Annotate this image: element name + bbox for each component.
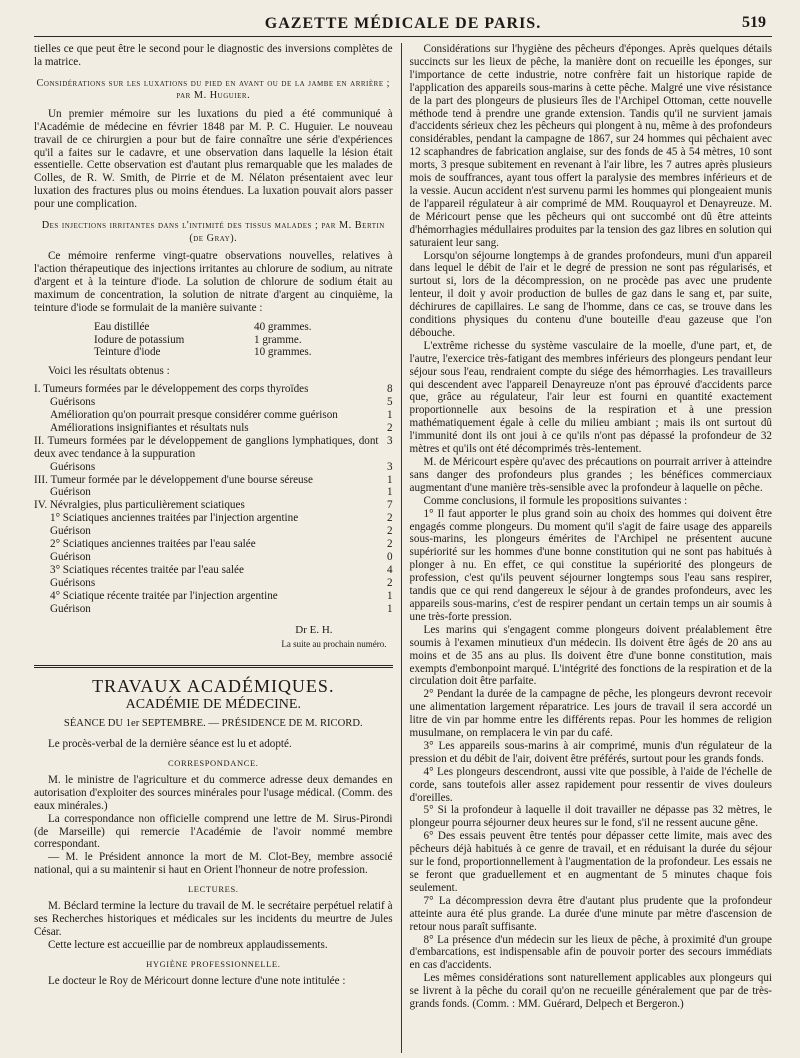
recipe-row: Teinture d'iode 10 grammes.	[94, 346, 312, 359]
right-column	[401, 43, 772, 1053]
luxation-text: Un premier mémoire sur les luxations du pied a été communiqué à l'Académie de médecine en février 1848 par M. P. C. Huguier. Le nouveau travail de ce chirurgien a pour but de faire connaître une série d'expériences qu'il a faites sur le cadavre, et une observation dans laquelle la lésion était essentielle. Cette observation est d'autant plus remarquable que les malades de Colles, de R. W. Smith, de Pirrie et de M. Nélaton présentaient avec leur luxation des fractures plus ou moins étendues. La luxation pouvait alors passer pour une complication.	[34, 107, 393, 211]
left-column	[34, 43, 401, 1053]
sponge-paragraph-13: 7° La décompression devra être d'autant plus prudente que la profondeur atteinte aura été plus grande. La durée d'une minute par mètre d'ascension de retour nous paraît suffisante.	[409, 894, 772, 933]
result-row: Guérison 1	[50, 602, 393, 615]
intro-paragraph: tielles ce que peut être le second pour le diagnostic des inversions complètes de la matrice.	[34, 43, 393, 68]
luxation-heading: Considérations sur les luxations du pied en avant ou de la jambe en arrière ; par M. Huguier.	[36, 77, 391, 102]
author-signature: Dr E. H.	[295, 623, 333, 636]
sponge-paragraph-5: Comme conclusions, il formule les propositions suivantes :	[423, 494, 688, 507]
page-header	[34, 10, 772, 37]
sponge-paragraph-7: Les marins qui s'engagent comme plongeurs doivent préalablement être soumis à l'examen minutieux d'un médecin. Ils doivent être âgés de 20 ans au moins et de 35 ans au plus. Ils doivent être d'une bonne constitution, mais exempts d'embonpoint marqué. L'intégrité des fonctions de la respiration et de la circulation doit être parfaite.	[409, 623, 772, 688]
hygiene-1: Le docteur le Roy de Méricourt donne lecture d'une note intitulée :	[48, 974, 346, 987]
result-row: Guérison 1	[50, 486, 393, 499]
recipe-row: Eau distillée 40 grammes.	[94, 320, 312, 333]
section-divider	[34, 665, 393, 668]
correspondence-heading: CORRESPONDANCE.	[168, 757, 259, 768]
sponge-paragraph-14: 8° La présence d'un médecin sur les lieux de pêche, à proximité d'un groupe d'embarcations, est indispensable afin de pouvoir porter des secours immédiats en cas d'accidents.	[409, 933, 772, 972]
sponge-paragraph-15: Les mêmes considérations sont naturellement applicables aux plongeurs qui se livrent à la pêche du corail qu'on ne recueille généralement que par de très-grands fonds. (Comm. : MM. Guérard, Delpech et Bergeron.)	[409, 972, 772, 1011]
result-row: Guérisons 3	[50, 460, 393, 473]
journal-title: GAZETTE MÉDICALE DE PARIS.	[264, 15, 542, 32]
sponge-paragraph-2: Lorsqu'on séjourne longtemps à de grandes profondeurs, muni d'un appareil dans lequel le débit de l'air et le degré de pression ne sont pas régularisés, et surtout si, lors de la décompression, on ne procède pas avec une prudente lenteur, il doit y avoir production de bulles de gaz dans le sang et, par suite, déchirures de capillaires. Le sang de l'homme, dans ce cas, se trouve dans les conditions physiques du contenu d'une bouteille d'eau gazeuse que l'on débouche.	[409, 249, 772, 339]
minutes-paragraph: Le procès-verbal de la dernière séance est lu et adopté.	[48, 738, 292, 751]
correspondence-2: La correspondance non officielle comprend une lettre de M. Sirus-Pirondi (de Marseille) qui remercie l'Académie de l'avoir nommé membre correspondant.	[34, 812, 393, 851]
academy-title: ACADÉMIE DE MÉDECINE.	[125, 697, 301, 713]
sponge-paragraph-3: L'extrême richesse du système vasculaire de la moelle, d'une part, et, de l'autre, l'exercice très-fatigant des membres inférieurs des plongeurs pendant leur séjour sous l'eau, rendraient compte du siége des hémorrhagies. Les travailleurs qui descendent avec l'appareil Denayreuze n'ont pas éprouvé d'accidents parce que, grâce au régulateur, l'air leur est fourni en quantité exactement proportionnelle aux besoins de la respiration et à une pression mathématiquement égale à celle du milieu ambiant ; mais ils ont surtout dû l'immunité dont ils ont joui à ce qu'ils n'ont pas dépassé la profondeur de 32 mètres et qu'ils ont été décomprimés très-lentement.	[409, 339, 772, 456]
result-row: Guérison 2	[50, 525, 393, 538]
results-intro: Voici les résultats obtenus :	[48, 365, 170, 378]
result-row: III. Tumeur formée par le développement d'une bourse séreuse 1	[34, 473, 393, 486]
sponge-paragraph-9: 3° Les appareils sous-marins à air comprimé, munis d'un régulateur de la pression et du débit de l'air, doivent être préférés, surtout pour les grands fonds.	[409, 739, 772, 765]
sponge-paragraph-4: M. de Méricourt espère qu'avec des précautions on pourrait arriver à atteindre sans danger des profondeurs plus grandes ; les bénéfices commerciaux augmentant d'une manière très-sensible avec la profondeur à laquelle on pêche.	[409, 456, 772, 494]
result-row: I. Tumeurs formées par le développement des corps thyroïdes 8	[34, 383, 393, 396]
result-row: IV. Névralgies, plus particulièrement sciatiques 7	[34, 499, 393, 512]
lectures-1: M. Béclard termine la lecture du travail de M. le secrétaire perpétuel relatif à ses Recherches historiques et médicales sur les incidents du meurtre de Jules César.	[34, 900, 393, 938]
hygiene-heading: HYGIÈNE PROFESSIONNELLE.	[146, 958, 281, 969]
result-row: 1° Sciatiques anciennes traitées par l'injection argentine 2	[50, 512, 393, 525]
section-title: TRAVAUX ACADÉMIQUES.	[92, 676, 335, 697]
sponge-paragraph-8: 2° Pendant la durée de la campagne de pêche, les plongeurs devront recevoir une alimentation largement réparatrice. Les jours de travail il sera accordé un litre de vin par homme entre les différents repas. Pour les hommes de religion musulmane, on remplacera le vin par du café.	[409, 688, 772, 740]
result-row: Guérison 0	[50, 551, 393, 563]
sponge-paragraph-1: Considérations sur l'hygiène des pêcheurs d'éponges. Après quelques détails succincts sur les lieux de pêche, la manière dont on recueille les éponges, sur l'importance de cette industrie, notre confrère fait un historique rapide de l'application des appareils sous-marins à cette pêche. Malgré une vive résistance de la part des plongeurs de plusieurs îles de l'Archipel Ottoman, cette nouvelle méthode tend à prendre une grande extension. Tandis qu'il ne survient jamais d'accidents sérieux chez les pêcheurs qui plongent à nu, même à des profondeurs considérables, pendant la campagne de 1867, sur 24 hommes qui pêchaient avec 12 scaphandres de fabrication anglaise, sur des fonds de 45 à 54 mètres, 10 sont morts, 3 presque subitement en revenant à l'air libre, les 7 autres après plusieurs mois de souffrances, ayant tous offert la paralysie des membres inférieurs et de la vessie. Aucun accident n'est survenu parmi les hommes qui plongeaient munis de l'appareil régulateur à air comprimé de MM. Rouquayrol et Denayreuze. M. de Méricourt pense que les pêcheurs qui ont succombé ont dû être atteints d'hémorrhagies médullaires produites par la tension des gaz libres en solution qui saturaient leur sang.	[409, 43, 772, 249]
sponge-paragraph-10: 4° Les plongeurs descendront, aussi vite que possible, à l'aide de l'échelle de corde, sans toutefois aller assez rapidement pour ressentir de vives douleurs d'oreilles.	[409, 765, 772, 804]
page-number: 519	[742, 14, 766, 31]
result-row: 4° Sciatique récente traitée par l'injection argentine 1	[50, 589, 393, 602]
injection-heading: Des injections irritantes dans l'intimité des tissus malades ; par M. Bertin (de Gray).	[41, 220, 385, 244]
result-row: II. Tumeurs formées par le développement de ganglions lymphatiques, dont deux avec tendance à la suppuration 3	[34, 434, 393, 460]
result-row: Améliorations insignifiantes et résultats nuls 2	[50, 421, 393, 434]
sponge-paragraph-11: 5° Si la profondeur à laquelle il doit travailler ne dépasse pas 32 mètres, le plongeur pourra séjourner deux heures sur le fond, s'il ne ressent aucune gêne.	[409, 804, 772, 830]
session-line: SÉANCE DU 1er SEPTEMBRE. — PRÉSIDENCE DE M. RICORD.	[63, 718, 363, 730]
sponge-paragraph-6: 1° Il faut apporter le plus grand soin au choix des hommes qui doivent être engagés comme plongeurs. Du moment qu'il s'agit de faire usage des appareils sous-marins, les plongeurs émérites de l'Archipel ne présentent aucune supériorité sur les hommes d'une bonne constitution qui ne sont pas habitués à plonger à nu. En effet, ce qui constitue la supériorité des plongeurs de profession, c'est qu'ils peuvent séjourner longtemps sous l'eau sans respirer, tandis que ce qui rend dangereux le séjour à de grandes profondeurs, avec les appareils sous-marins, c'est de respirer pendant un certain temps un air soumis à une très-forte pression.	[409, 507, 772, 623]
lectures-2: Cette lecture est accueillie par de nombreux applaudissements.	[48, 938, 328, 951]
result-row: 2° Sciatiques anciennes traitées par l'eau salée 2	[50, 538, 393, 551]
results-table	[34, 383, 393, 615]
recipe-row: Iodure de potassium 1 gramme.	[94, 333, 302, 346]
correspondence-3: — M. le Président annonce la mort de M. Clot-Bey, membre associé national, qui a su maintenir si haut en Orient l'honneur de notre profession.	[34, 851, 393, 877]
continued-note: La suite au prochain numéro.	[281, 639, 387, 650]
correspondence-1: M. le ministre de l'agriculture et du commerce adresse deux demandes en autorisation d'exploiter des sources minérales pour l'usage médical. (Comm. des eaux minérales.)	[34, 773, 393, 812]
result-row: Guérisons 5	[50, 396, 393, 409]
recipe-list	[94, 321, 393, 360]
sponge-paragraph-12: 6° Des essais peuvent être tentés pour dépasser cette limite, mais avec des pêcheurs déjà habitués à ce genre de travail, et en réduisant la durée du séjour sur le fond, proportionnellement à l'augmentation de la profondeur. Les essais ne se feront que graduellement et en augmentant de 5 minutes chaque fois seulement.	[409, 830, 772, 894]
result-row: Guérisons 2	[50, 576, 393, 589]
result-row: Amélioration qu'on pourrait presque considérer comme guérison 1	[50, 409, 393, 422]
lectures-heading: LECTURES.	[188, 884, 239, 895]
injection-text: Ce mémoire renferme vingt-quatre observations nouvelles, relatives à l'action thérapeutique des injections irritantes au chlorure de sodium, au nitrate d'argent et à la teinture d'iode. La solution de chlorure de sodium était au maximum de concentration, la solution de nitrate d'argent au cinquième, la teinture d'iode se formulait de la manière suivante :	[34, 250, 393, 314]
result-row: 3° Sciatiques récentes traitée par l'eau salée 4	[50, 563, 393, 576]
